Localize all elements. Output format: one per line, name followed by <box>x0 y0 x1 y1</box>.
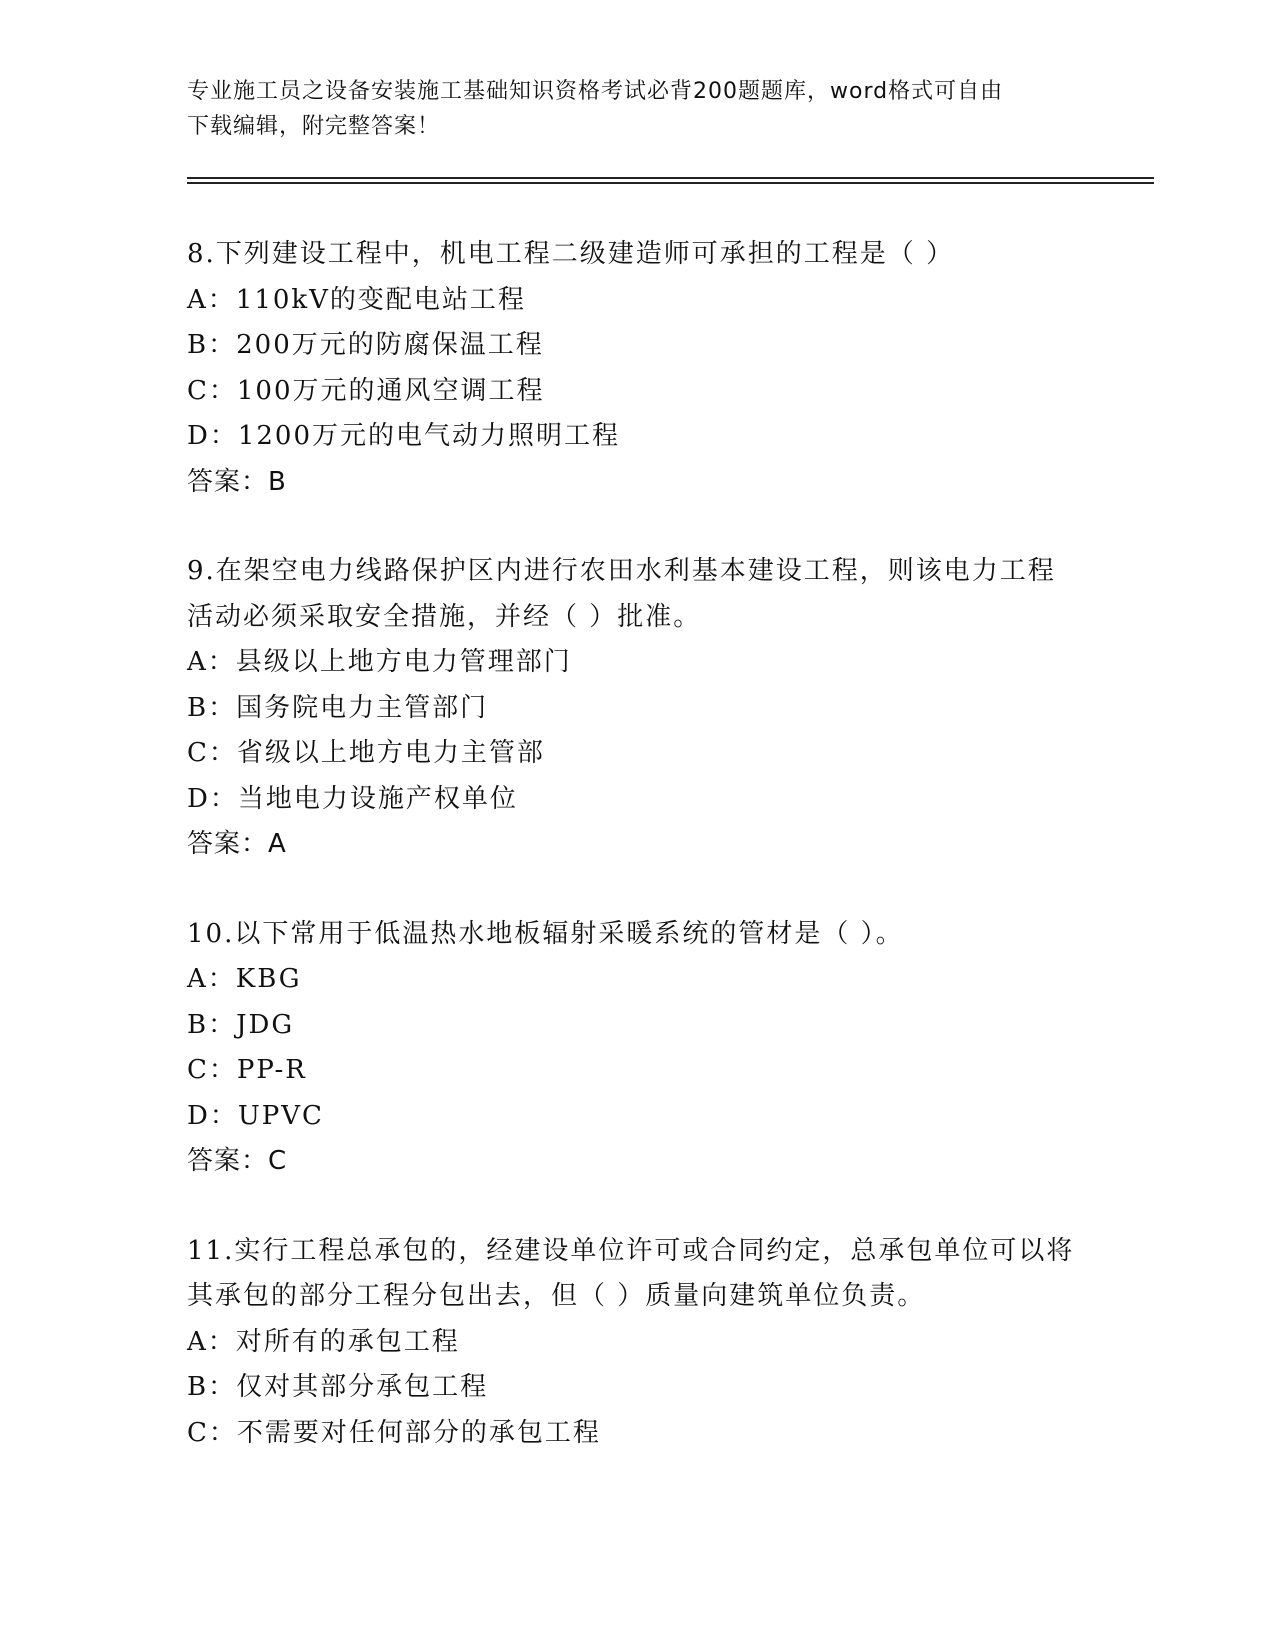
header-line-2: 下载编辑，附完整答案！ <box>187 114 441 139</box>
answer-line: 答案：B <box>187 466 287 497</box>
option-a: A：对所有的承包工程 <box>187 1326 460 1357</box>
option-b: B：仅对其部分承包工程 <box>187 1372 489 1402</box>
answer-line: 答案：A <box>187 829 287 859</box>
option-d: D：UPVC <box>187 1100 324 1131</box>
question-10 <box>187 912 1137 1185</box>
question-11 <box>187 1229 1137 1457</box>
option-d: D：1200万元的电气动力照明工程 <box>187 421 621 451</box>
option-a: A：KBG <box>187 964 302 994</box>
header-divider-top <box>187 177 1154 179</box>
option-a: A：110kV的变配电站工程 <box>187 284 526 315</box>
option-b: B：国务院电力主管部门 <box>187 692 489 723</box>
question-list <box>187 232 1137 1500</box>
option-c: C：省级以上地方电力主管部 <box>187 738 545 768</box>
answer-line: 答案：C <box>187 1146 288 1176</box>
question-9 <box>187 549 1137 868</box>
option-b: B：200万元的防腐保温工程 <box>187 330 544 360</box>
option-c: C：PP-R <box>187 1055 307 1085</box>
question-stem: 10.以下常用于低温热水地板辐射采暖系统的管材是（ ）。 <box>187 918 904 949</box>
question-stem: 9.在架空电力线路保护区内进行农田水利基本建设工程，则该电力工程活动必须采取安全措施，并经（ ）批准。 <box>187 556 1056 632</box>
question-8 <box>187 232 1137 505</box>
header-line-1: 专业施工员之设备安装施工基础知识资格考试必背200题题库，word格式可自由 <box>187 79 1004 104</box>
option-c: C：不需要对任何部分的承包工程 <box>187 1417 601 1448</box>
option-d: D：当地电力设施产权单位 <box>187 783 518 814</box>
option-c: C：100万元的通风空调工程 <box>187 375 545 406</box>
option-a: A：县级以上地方电力管理部门 <box>187 647 572 677</box>
question-stem: 8.下列建设工程中，机电工程二级建造师可承担的工程是（ ） <box>187 239 955 269</box>
header-divider-bottom <box>187 182 1154 184</box>
option-b: B：JDG <box>187 1009 295 1040</box>
question-stem: 11.实行工程总承包的，经建设单位许可或合同约定，总承包单位可以将其承包的部分工程分包出去，但（ ）质量向建筑单位负责。 <box>187 1235 1075 1311</box>
document-header <box>187 74 1087 144</box>
